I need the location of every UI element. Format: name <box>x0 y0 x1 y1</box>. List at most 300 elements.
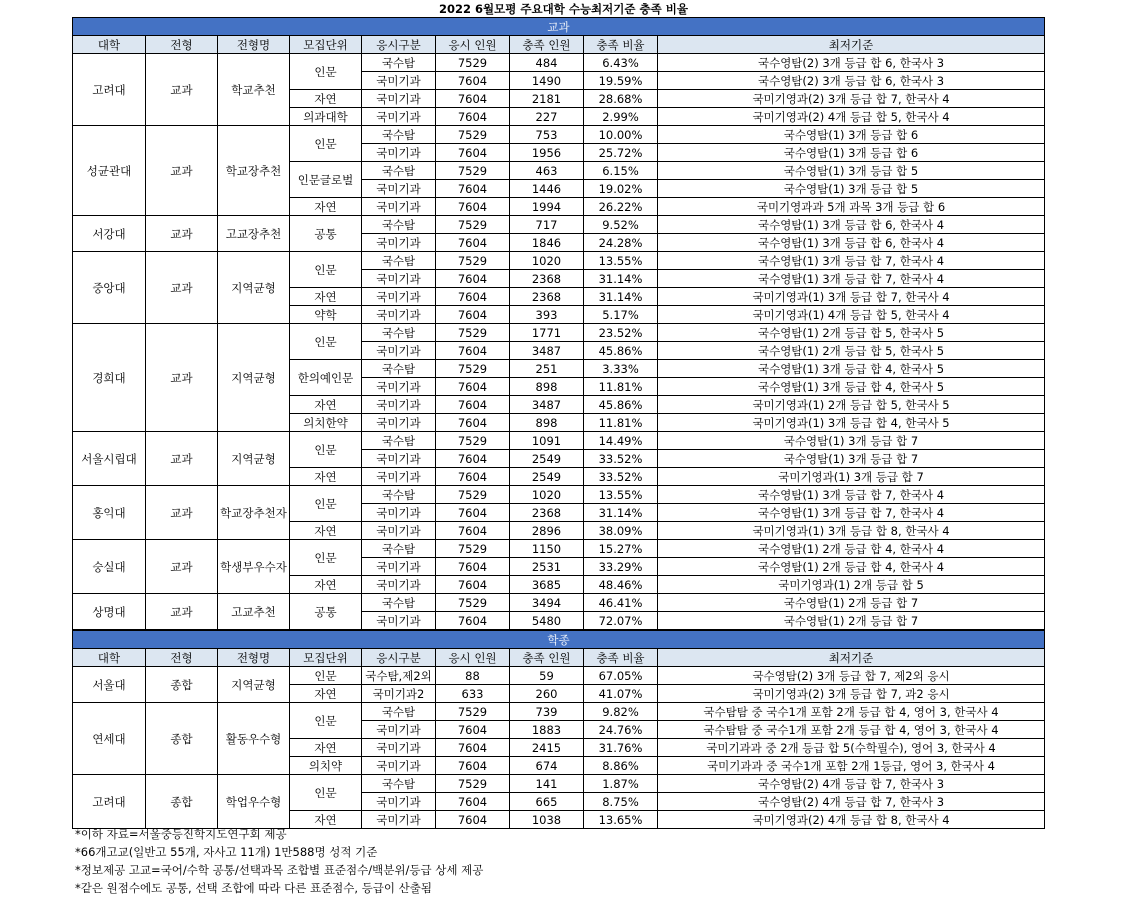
gubun-cell: 국미기과 <box>362 306 436 324</box>
met-cell: 2896 <box>510 522 584 540</box>
col-header-met: 충족 인원 <box>510 36 584 54</box>
admission-type-cell: 교과 <box>146 216 218 252</box>
gubun-cell: 국미기과 <box>362 378 436 396</box>
ratio-cell: 14.49% <box>584 432 658 450</box>
criterion-cell: 국미기영과(2) 3개 등급 합 7, 과2 응시 <box>658 685 1045 703</box>
table-row <box>73 594 1045 612</box>
unit-cell: 자연 <box>290 576 362 594</box>
gubun-cell: 국수탐 <box>362 162 436 180</box>
met-cell: 1091 <box>510 432 584 450</box>
applicants-cell: 7604 <box>436 468 510 486</box>
admission-type-cell: 종합 <box>146 703 218 775</box>
gubun-cell: 국수탐 <box>362 54 436 72</box>
ratio-cell: 26.22% <box>584 198 658 216</box>
unit-cell: 인문 <box>290 54 362 90</box>
admission-name-cell: 활동우수형 <box>218 703 290 775</box>
ratio-cell: 13.55% <box>584 252 658 270</box>
ratio-cell: 11.81% <box>584 414 658 432</box>
unit-cell: 자연 <box>290 90 362 108</box>
admission-name-cell: 지역균형 <box>218 324 290 432</box>
univ-cell: 고려대 <box>73 54 146 126</box>
col-header-type: 전형 <box>146 649 218 667</box>
applicants-cell: 7604 <box>436 234 510 252</box>
gubun-cell: 국수탐 <box>362 775 436 793</box>
gubun-cell: 국미기과 <box>362 144 436 162</box>
met-cell: 393 <box>510 306 584 324</box>
gubun-cell: 국미기과 <box>362 72 436 90</box>
met-cell: 3494 <box>510 594 584 612</box>
unit-cell: 인문 <box>290 540 362 576</box>
univ-cell: 경희대 <box>73 324 146 432</box>
gubun-cell: 국미기과 <box>362 757 436 775</box>
table-gyogwa <box>72 17 1045 630</box>
applicants-cell: 7604 <box>436 414 510 432</box>
criterion-cell: 국수영탐(2) 3개 등급 합 7, 제2외 응시 <box>658 667 1045 685</box>
criterion-cell: 국수영탐(2) 4개 등급 합 7, 한국사 3 <box>658 793 1045 811</box>
ratio-cell: 19.59% <box>584 72 658 90</box>
ratio-cell: 8.75% <box>584 793 658 811</box>
unit-cell: 인문 <box>290 324 362 360</box>
ratio-cell: 2.99% <box>584 108 658 126</box>
table-row <box>73 432 1045 450</box>
applicants-cell: 7529 <box>436 486 510 504</box>
table-row <box>73 667 1045 685</box>
ratio-cell: 11.81% <box>584 378 658 396</box>
ratio-cell: 72.07% <box>584 612 658 630</box>
criterion-cell: 국수영탐(1) 2개 등급 합 4, 한국사 4 <box>658 558 1045 576</box>
ratio-cell: 67.05% <box>584 667 658 685</box>
met-cell: 227 <box>510 108 584 126</box>
applicants-cell: 7529 <box>436 126 510 144</box>
univ-cell: 숭실대 <box>73 540 146 594</box>
applicants-cell: 7529 <box>436 54 510 72</box>
criterion-cell: 국수영탐(1) 3개 등급 합 7, 한국사 4 <box>658 486 1045 504</box>
admission-name-cell: 학교장추천 <box>218 126 290 216</box>
col-header-ratio: 충족 비율 <box>584 649 658 667</box>
table-hakjong <box>72 630 1045 829</box>
applicants-cell: 7604 <box>436 306 510 324</box>
ratio-cell: 13.55% <box>584 486 658 504</box>
applicants-cell: 7604 <box>436 450 510 468</box>
gubun-cell: 국수탐 <box>362 324 436 342</box>
unit-cell: 자연 <box>290 739 362 757</box>
criterion-cell: 국수영탐(1) 3개 등급 합 7 <box>658 450 1045 468</box>
univ-cell: 홍익대 <box>73 486 146 540</box>
table-row <box>73 703 1045 721</box>
ratio-cell: 24.28% <box>584 234 658 252</box>
unit-cell: 한의예인문 <box>290 360 362 396</box>
unit-cell: 의치한약 <box>290 414 362 432</box>
criterion-cell: 국수영탐(2) 3개 등급 합 6, 한국사 3 <box>658 54 1045 72</box>
criterion-cell: 국수영탐(1) 3개 등급 합 4, 한국사 5 <box>658 378 1045 396</box>
unit-cell: 자연 <box>290 685 362 703</box>
gubun-cell: 국미기과 <box>362 288 436 306</box>
col-header-unit: 모집단위 <box>290 36 362 54</box>
criterion-cell: 국수영탐(1) 3개 등급 합 7, 한국사 4 <box>658 504 1045 522</box>
unit-cell: 자연 <box>290 522 362 540</box>
criterion-cell: 국수영탐(1) 3개 등급 합 7 <box>658 432 1045 450</box>
met-cell: 3685 <box>510 576 584 594</box>
table-row <box>73 216 1045 234</box>
table-row <box>73 540 1045 558</box>
ratio-cell: 5.17% <box>584 306 658 324</box>
ratio-cell: 33.29% <box>584 558 658 576</box>
ratio-cell: 45.86% <box>584 342 658 360</box>
met-cell: 463 <box>510 162 584 180</box>
criterion-cell: 국미기영과(2) 4개 등급 합 8, 한국사 4 <box>658 811 1045 829</box>
header-row <box>73 649 1045 667</box>
applicants-cell: 7529 <box>436 216 510 234</box>
col-header-met: 충족 인원 <box>510 649 584 667</box>
criterion-cell: 국수영탐(1) 3개 등급 합 6 <box>658 144 1045 162</box>
applicants-cell: 7604 <box>436 811 510 829</box>
admission-name-cell: 고교장추천 <box>218 216 290 252</box>
applicants-cell: 7604 <box>436 108 510 126</box>
univ-cell: 성균관대 <box>73 126 146 216</box>
ratio-cell: 48.46% <box>584 576 658 594</box>
gubun-cell: 국수탐 <box>362 594 436 612</box>
ratio-cell: 9.52% <box>584 216 658 234</box>
footnote: *정보제공 고교=국어/수학 공통/선택과목 조합별 표준점수/백분위/등급 상세 제공 <box>75 863 484 877</box>
met-cell: 898 <box>510 378 584 396</box>
admission-name-cell: 학교장추천자 <box>218 486 290 540</box>
gubun-cell: 국수탐 <box>362 432 436 450</box>
applicants-cell: 7529 <box>436 432 510 450</box>
col-header-univ: 대학 <box>73 649 146 667</box>
criterion-cell: 국수영탐(1) 3개 등급 합 5 <box>658 180 1045 198</box>
applicants-cell: 7604 <box>436 504 510 522</box>
criterion-cell: 국미기영과과 5개 과목 3개 등급 합 6 <box>658 198 1045 216</box>
met-cell: 59 <box>510 667 584 685</box>
gubun-cell: 국미기과 <box>362 270 436 288</box>
admission-type-cell: 종합 <box>146 667 218 703</box>
met-cell: 665 <box>510 793 584 811</box>
applicants-cell: 7604 <box>436 342 510 360</box>
unit-cell: 인문 <box>290 775 362 811</box>
applicants-cell: 7604 <box>436 576 510 594</box>
unit-cell: 의과대학 <box>290 108 362 126</box>
table-row <box>73 775 1045 793</box>
col-header-applicants: 응시 인원 <box>436 649 510 667</box>
admission-type-cell: 교과 <box>146 324 218 432</box>
met-cell: 2181 <box>510 90 584 108</box>
gubun-cell: 국수탐 <box>362 486 436 504</box>
admission-name-cell: 지역균형 <box>218 252 290 324</box>
gubun-cell: 국미기과 <box>362 793 436 811</box>
ratio-cell: 38.09% <box>584 522 658 540</box>
applicants-cell: 7604 <box>436 270 510 288</box>
criterion-cell: 국미기영과(2) 3개 등급 합 7, 한국사 4 <box>658 90 1045 108</box>
col-header-criterion: 최저기준 <box>658 36 1045 54</box>
applicants-cell: 7604 <box>436 288 510 306</box>
applicants-cell: 7529 <box>436 775 510 793</box>
unit-cell: 자연 <box>290 468 362 486</box>
criterion-cell: 국미기영과(1) 3개 등급 합 7 <box>658 468 1045 486</box>
applicants-cell: 7604 <box>436 793 510 811</box>
unit-cell: 자연 <box>290 811 362 829</box>
applicants-cell: 7529 <box>436 540 510 558</box>
criterion-cell: 국미기영과(2) 4개 등급 합 5, 한국사 4 <box>658 108 1045 126</box>
gubun-cell: 국수탐 <box>362 540 436 558</box>
table-row <box>73 252 1045 270</box>
gubun-cell: 국미기과 <box>362 468 436 486</box>
met-cell: 2368 <box>510 504 584 522</box>
unit-cell: 인문 <box>290 432 362 468</box>
univ-cell: 상명대 <box>73 594 146 630</box>
criterion-cell: 국수영탐(1) 2개 등급 합 5, 한국사 5 <box>658 342 1045 360</box>
ratio-cell: 15.27% <box>584 540 658 558</box>
met-cell: 5480 <box>510 612 584 630</box>
applicants-cell: 7604 <box>436 558 510 576</box>
footnote: *66개고교(일반고 55개, 자사고 11개) 1만588명 성적 기준 <box>75 845 378 859</box>
applicants-cell: 7604 <box>436 396 510 414</box>
ratio-cell: 6.43% <box>584 54 658 72</box>
gubun-cell: 국미기과2 <box>362 685 436 703</box>
applicants-cell: 7604 <box>436 90 510 108</box>
admission-type-cell: 교과 <box>146 594 218 630</box>
applicants-cell: 7604 <box>436 757 510 775</box>
criterion-cell: 국수영탐(1) 2개 등급 합 7 <box>658 594 1045 612</box>
table-row <box>73 324 1045 342</box>
met-cell: 2549 <box>510 468 584 486</box>
criterion-cell: 국수영탐(1) 3개 등급 합 4, 한국사 5 <box>658 360 1045 378</box>
admission-type-cell: 교과 <box>146 432 218 486</box>
ratio-cell: 8.86% <box>584 757 658 775</box>
met-cell: 1994 <box>510 198 584 216</box>
criterion-cell: 국수탐탐 중 국수1개 포함 2개 등급 합 4, 영어 3, 한국사 4 <box>658 721 1045 739</box>
ratio-cell: 33.52% <box>584 450 658 468</box>
gubun-cell: 국수탐 <box>362 216 436 234</box>
ratio-cell: 46.41% <box>584 594 658 612</box>
unit-cell: 자연 <box>290 396 362 414</box>
met-cell: 3487 <box>510 342 584 360</box>
gubun-cell: 국미기과 <box>362 342 436 360</box>
ratio-cell: 23.52% <box>584 324 658 342</box>
ratio-cell: 45.86% <box>584 396 658 414</box>
met-cell: 1020 <box>510 252 584 270</box>
criterion-cell: 국미기영과(1) 3개 등급 합 4, 한국사 5 <box>658 414 1045 432</box>
criterion-cell: 국미기영과(1) 2개 등급 합 5 <box>658 576 1045 594</box>
col-header-criterion: 최저기준 <box>658 649 1045 667</box>
criterion-cell: 국수영탐(2) 3개 등급 합 6, 한국사 3 <box>658 72 1045 90</box>
univ-cell: 서울시립대 <box>73 432 146 486</box>
table-row <box>73 126 1045 144</box>
unit-cell: 인문 <box>290 486 362 522</box>
gubun-cell: 국미기과 <box>362 522 436 540</box>
gubun-cell: 국미기과 <box>362 90 436 108</box>
gubun-cell: 국미기과 <box>362 198 436 216</box>
met-cell: 1038 <box>510 811 584 829</box>
criterion-cell: 국수영탐(1) 3개 등급 합 6, 한국사 4 <box>658 234 1045 252</box>
met-cell: 3487 <box>510 396 584 414</box>
gubun-cell: 국수탐 <box>362 252 436 270</box>
ratio-cell: 33.52% <box>584 468 658 486</box>
admission-name-cell: 고교추천 <box>218 594 290 630</box>
col-header-applicants: 응시 인원 <box>436 36 510 54</box>
ratio-cell: 1.87% <box>584 775 658 793</box>
admission-name-cell: 지역균형 <box>218 667 290 703</box>
applicants-cell: 7529 <box>436 594 510 612</box>
univ-cell: 서강대 <box>73 216 146 252</box>
ratio-cell: 9.82% <box>584 703 658 721</box>
ratio-cell: 31.14% <box>584 270 658 288</box>
unit-cell: 공통 <box>290 594 362 630</box>
applicants-cell: 7604 <box>436 522 510 540</box>
applicants-cell: 7604 <box>436 739 510 757</box>
criterion-cell: 국수영탐(1) 2개 등급 합 5, 한국사 5 <box>658 324 1045 342</box>
footnotes <box>75 825 483 897</box>
gubun-cell: 국수탐 <box>362 126 436 144</box>
gubun-cell: 국미기과 <box>362 234 436 252</box>
gubun-cell: 국미기과 <box>362 504 436 522</box>
gubun-cell: 국수탐,제2외 <box>362 667 436 685</box>
applicants-cell: 633 <box>436 685 510 703</box>
applicants-cell: 88 <box>436 667 510 685</box>
criterion-cell: 국수영탐(1) 3개 등급 합 7, 한국사 4 <box>658 270 1045 288</box>
col-header-name: 전형명 <box>218 36 290 54</box>
met-cell: 260 <box>510 685 584 703</box>
admission-type-cell: 교과 <box>146 540 218 594</box>
admission-type-cell: 교과 <box>146 252 218 324</box>
ratio-cell: 31.14% <box>584 288 658 306</box>
applicants-cell: 7604 <box>436 180 510 198</box>
criterion-cell: 국수영탐(1) 2개 등급 합 7 <box>658 612 1045 630</box>
admission-name-cell: 지역균형 <box>218 432 290 486</box>
gubun-cell: 국미기과 <box>362 180 436 198</box>
met-cell: 1150 <box>510 540 584 558</box>
met-cell: 1771 <box>510 324 584 342</box>
unit-cell: 자연 <box>290 288 362 306</box>
page-title: 2022 6월모평 주요대학 수능최저기준 충족 비율 <box>439 2 688 16</box>
applicants-cell: 7604 <box>436 378 510 396</box>
ratio-cell: 28.68% <box>584 90 658 108</box>
criterion-cell: 국수영탐(2) 4개 등급 합 7, 한국사 3 <box>658 775 1045 793</box>
univ-cell: 연세대 <box>73 703 146 775</box>
col-header-gubun: 응시구분 <box>362 649 436 667</box>
met-cell: 753 <box>510 126 584 144</box>
gubun-cell: 국미기과 <box>362 612 436 630</box>
ratio-cell: 3.33% <box>584 360 658 378</box>
criterion-cell: 국미기영과(1) 4개 등급 합 5, 한국사 4 <box>658 306 1045 324</box>
univ-cell: 중앙대 <box>73 252 146 324</box>
ratio-cell: 6.15% <box>584 162 658 180</box>
applicants-cell: 7529 <box>436 703 510 721</box>
met-cell: 898 <box>510 414 584 432</box>
criterion-cell: 국미기영과(1) 3개 등급 합 8, 한국사 4 <box>658 522 1045 540</box>
met-cell: 1490 <box>510 72 584 90</box>
header-row <box>73 36 1045 54</box>
table-row <box>73 486 1045 504</box>
applicants-cell: 7529 <box>436 162 510 180</box>
section-band <box>73 18 1045 36</box>
ratio-cell: 24.76% <box>584 721 658 739</box>
col-header-unit: 모집단위 <box>290 649 362 667</box>
footnote: *같은 원점수에도 공통, 선택 조합에 따라 다른 표준점수, 등급이 산출됨 <box>75 881 433 895</box>
admission-name-cell: 학업우수형 <box>218 775 290 829</box>
section-band <box>73 631 1045 649</box>
criterion-cell: 국수영탐(1) 3개 등급 합 5 <box>658 162 1045 180</box>
ratio-cell: 41.07% <box>584 685 658 703</box>
ratio-cell: 13.65% <box>584 811 658 829</box>
applicants-cell: 7529 <box>436 324 510 342</box>
gubun-cell: 국미기과 <box>362 108 436 126</box>
met-cell: 141 <box>510 775 584 793</box>
admission-type-cell: 교과 <box>146 486 218 540</box>
applicants-cell: 7604 <box>436 72 510 90</box>
section-label: 학종 <box>73 631 1045 649</box>
met-cell: 717 <box>510 216 584 234</box>
table-row <box>73 54 1045 72</box>
unit-cell: 인문 <box>290 126 362 162</box>
applicants-cell: 7529 <box>436 252 510 270</box>
ratio-cell: 31.14% <box>584 504 658 522</box>
criterion-cell: 국미기과과 중 2개 등급 합 5(수학필수), 영어 3, 한국사 4 <box>658 739 1045 757</box>
gubun-cell: 국미기과 <box>362 811 436 829</box>
met-cell: 1883 <box>510 721 584 739</box>
unit-cell: 의치약 <box>290 757 362 775</box>
met-cell: 2415 <box>510 739 584 757</box>
applicants-cell: 7604 <box>436 198 510 216</box>
col-header-type: 전형 <box>146 36 218 54</box>
unit-cell: 인문 <box>290 667 362 685</box>
met-cell: 251 <box>510 360 584 378</box>
ratio-cell: 10.00% <box>584 126 658 144</box>
unit-cell: 공통 <box>290 216 362 252</box>
criterion-cell: 국수탐탐 중 국수1개 포함 2개 등급 합 4, 영어 3, 한국사 4 <box>658 703 1045 721</box>
criterion-cell: 국미기과과 중 국수1개 포함 2개 1등급, 영어 3, 한국사 4 <box>658 757 1045 775</box>
col-header-univ: 대학 <box>73 36 146 54</box>
univ-cell: 서울대 <box>73 667 146 703</box>
gubun-cell: 국미기과 <box>362 739 436 757</box>
admission-type-cell: 교과 <box>146 126 218 216</box>
met-cell: 1446 <box>510 180 584 198</box>
met-cell: 1020 <box>510 486 584 504</box>
met-cell: 674 <box>510 757 584 775</box>
gubun-cell: 국수탐 <box>362 360 436 378</box>
met-cell: 2368 <box>510 288 584 306</box>
gubun-cell: 국미기과 <box>362 450 436 468</box>
admission-name-cell: 학생부우수자 <box>218 540 290 594</box>
unit-cell: 자연 <box>290 198 362 216</box>
criterion-cell: 국수영탐(1) 3개 등급 합 6, 한국사 4 <box>658 216 1045 234</box>
unit-cell: 인문 <box>290 703 362 739</box>
admission-type-cell: 교과 <box>146 54 218 126</box>
gubun-cell: 국미기과 <box>362 396 436 414</box>
met-cell: 1846 <box>510 234 584 252</box>
admission-type-cell: 종합 <box>146 775 218 829</box>
met-cell: 484 <box>510 54 584 72</box>
gubun-cell: 국미기과 <box>362 414 436 432</box>
univ-cell: 고려대 <box>73 775 146 829</box>
gubun-cell: 국미기과 <box>362 721 436 739</box>
gubun-cell: 국미기과 <box>362 558 436 576</box>
unit-cell: 약학 <box>290 306 362 324</box>
unit-cell: 인문글로벌 <box>290 162 362 198</box>
col-header-gubun: 응시구분 <box>362 36 436 54</box>
section-label: 교과 <box>73 18 1045 36</box>
met-cell: 2368 <box>510 270 584 288</box>
criterion-cell: 국수영탐(1) 3개 등급 합 6 <box>658 126 1045 144</box>
applicants-cell: 7604 <box>436 144 510 162</box>
applicants-cell: 7604 <box>436 612 510 630</box>
met-cell: 2531 <box>510 558 584 576</box>
ratio-cell: 19.02% <box>584 180 658 198</box>
applicants-cell: 7529 <box>436 360 510 378</box>
met-cell: 1956 <box>510 144 584 162</box>
unit-cell: 인문 <box>290 252 362 288</box>
criterion-cell: 국수영탐(1) 2개 등급 합 4, 한국사 4 <box>658 540 1045 558</box>
criterion-cell: 국미기영과(1) 3개 등급 합 7, 한국사 4 <box>658 288 1045 306</box>
